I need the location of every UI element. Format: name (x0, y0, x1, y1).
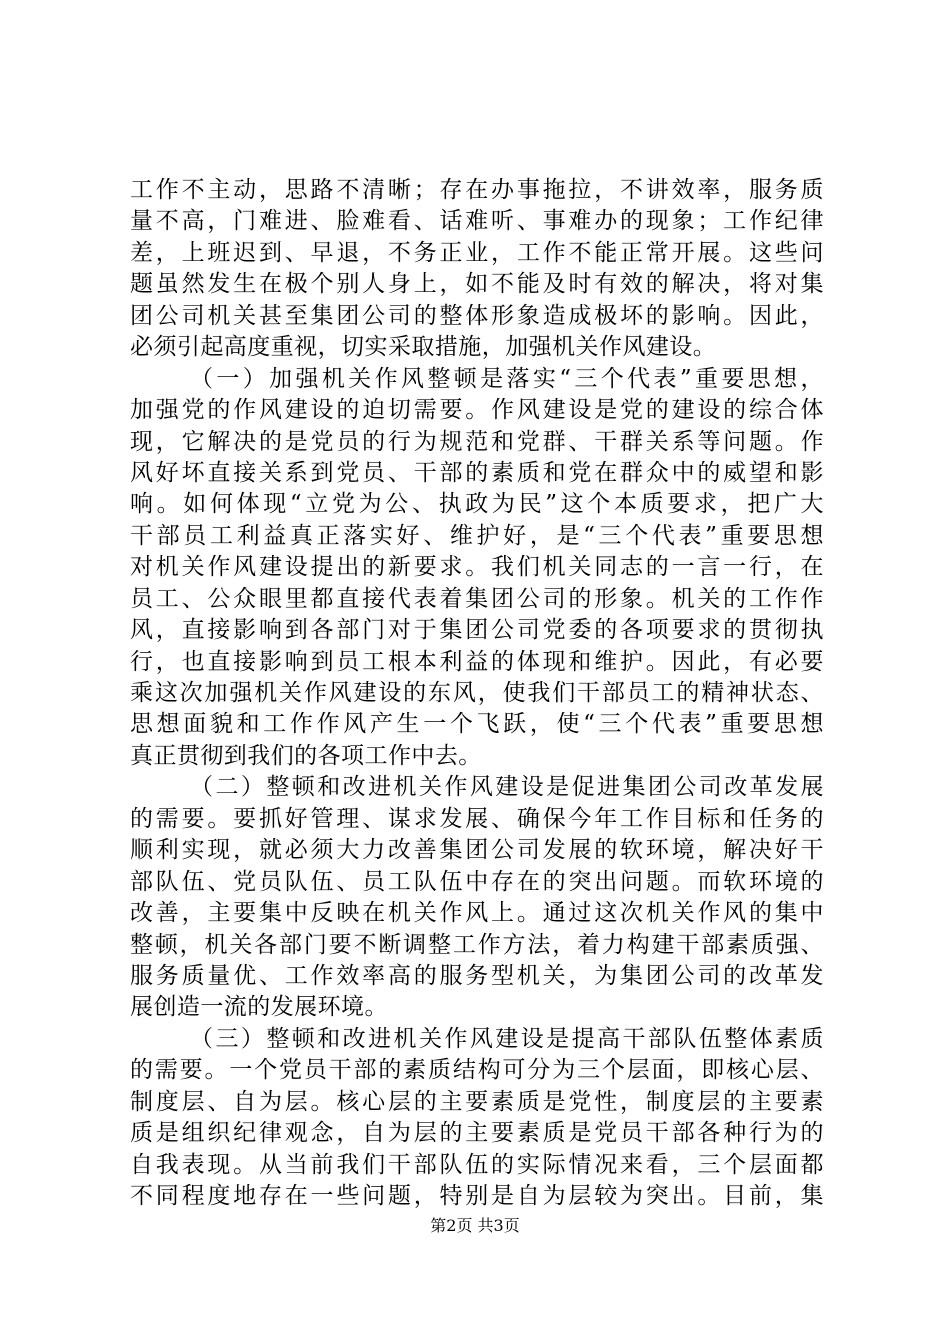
text-line: 工作不主动，思路不清晰；存在办事拖拉，不讲效率，服务质 (130, 177, 824, 203)
text-line: 顺利实现，就必须大力改善集团公司发展的软环境，解决好干 (130, 837, 824, 864)
text-line: 整顿，机关各部门要不断调整工作方法，着力构建干部素质强、 (130, 931, 824, 958)
text-line: 干部员工利益真正落实好、维护好，是“三个代表”重要思想 (130, 522, 824, 549)
text-line: 的需要。一个党员干部的素质结构可分为三个层面，即核心层、 (130, 1057, 824, 1084)
text-line: 风，直接影响到各部门对于集团公司党委的各项要求的贯彻执 (130, 617, 824, 644)
text-line: 展创造一流的发展环境。 (130, 994, 388, 1021)
text-line: 不同程度地存在一些问题，特别是自为层较为突出。目前，集 (130, 1183, 824, 1209)
paragraph-heading-line: （一）加强机关作风整顿是落实“三个代表”重要思想， (190, 365, 824, 392)
text-line: 的需要。要抓好管理、谋求发展、确保今年工作目标和任务的 (130, 805, 824, 832)
text-line: 风好坏直接关系到党员、干部的素质和党在群众中的威望和影 (130, 459, 824, 486)
text-line: 服务质量优、工作效率高的服务型机关，为集团公司的改革发 (130, 962, 824, 989)
text-line: 自我表现。从当前我们干部队伍的实际情况来看，三个层面都 (130, 1151, 824, 1178)
text-line: 部队伍、党员队伍、员工队伍中存在的突出问题。而软环境的 (130, 868, 824, 895)
paragraph-heading-line: （三）整顿和改进机关作风建设是提高干部队伍整体素质 (190, 1025, 824, 1052)
text-line: 改善，主要集中反映在机关作风上。通过这次机关作风的集中 (130, 900, 824, 927)
text-line: 响。如何体现“立党为公、执政为民”这个本质要求，把广大 (130, 491, 824, 518)
text-line: 制度层、自为层。核心层的主要素质是党性，制度层的主要素 (130, 1088, 824, 1115)
document-body (130, 175, 824, 1212)
text-line: 员工、公众眼里都直接代表着集团公司的形象。机关的工作作 (130, 585, 824, 612)
text-line: 差，上班迟到、早退，不务正业，工作不能正常开展。这些问 (130, 239, 824, 266)
text-line: 现，它解决的是党员的行为规范和党群、干群关系等问题。作 (130, 428, 824, 455)
text-line: 题虽然发生在极个别人身上，如不能及时有效的解决，将对集 (130, 271, 824, 298)
text-line: 真正贯彻到我们的各项工作中去。 (130, 742, 482, 769)
text-line: 质是组织纪律观念，自为层的主要素质是党员干部各种行为的 (130, 1120, 824, 1147)
text-line: 思想面貌和工作作风产生一个飞跃，使“三个代表”重要思想 (130, 711, 824, 738)
text-line: 团公司机关甚至集团公司的整体形象造成极坏的影响。因此， (130, 302, 824, 329)
text-line: 行，也直接影响到员工根本利益的体现和维护。因此，有必要 (130, 648, 824, 675)
page-number-footer: 第2页 共3页 (430, 1216, 520, 1235)
text-line: 加强党的作风建设的迫切需要。作风建设是党的建设的综合体 (130, 397, 824, 424)
paragraph-heading-line: （二）整顿和改进机关作风建设是促进集团公司改革发展 (190, 774, 824, 801)
text-line: 量不高，门难进、脸难看、话难听、事难办的现象；工作纪律 (130, 208, 824, 235)
text-line: 乘这次加强机关作风建设的东风，使我们干部员工的精神状态、 (130, 680, 824, 706)
text-line: 对机关作风建设提出的新要求。我们机关同志的一言一行，在 (130, 554, 824, 581)
text-line: 必须引起高度重视，切实采取措施，加强机关作风建设。 (130, 334, 717, 361)
